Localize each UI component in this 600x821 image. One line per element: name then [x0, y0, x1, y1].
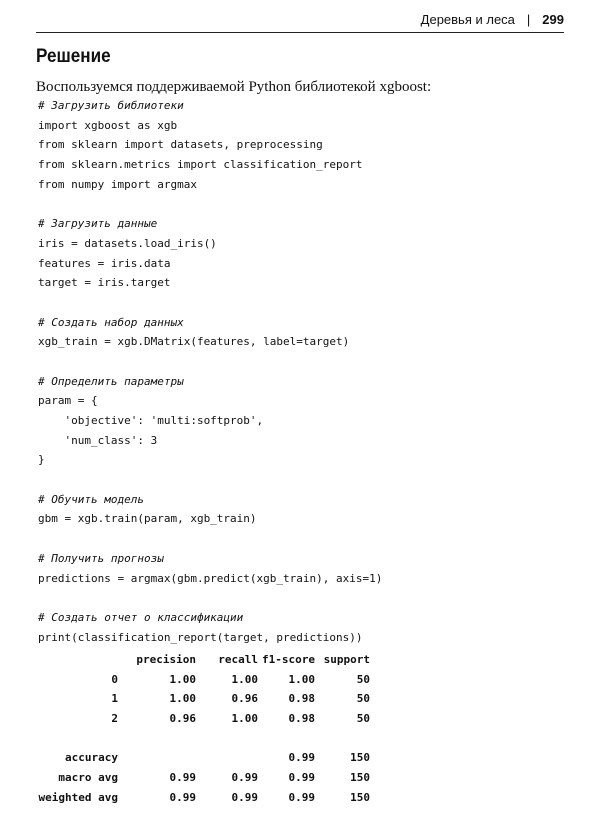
code-line: features = iris.data	[38, 256, 171, 270]
code-line: from sklearn.metrics import classification_report	[38, 158, 363, 172]
code-line: 'objective': 'multi:softprob',	[38, 414, 264, 427]
code-line: 'num_class': 3	[38, 433, 158, 447]
report-cell: 0.99	[288, 771, 315, 785]
report-cell: macro avg	[58, 771, 118, 785]
report-cell: support	[323, 653, 370, 666]
report-header-row	[38, 650, 378, 670]
intro-paragraph: Воспользуемся поддерживаемой Python библиотекой xgboost:	[36, 79, 432, 95]
code-line: predictions = argmax(gbm.predict(xgb_train), axis=1)	[38, 571, 383, 585]
report-cell: 0.99	[288, 790, 315, 804]
report-cell: 0.98	[288, 692, 315, 706]
report-cell: 150	[350, 751, 370, 765]
report-cell: recall	[218, 653, 258, 666]
code-line: gbm = xgb.train(param, xgb_train)	[38, 512, 257, 526]
report-row	[38, 768, 378, 788]
running-header	[36, 12, 564, 32]
report-row	[38, 729, 378, 749]
code-line: iris = datasets.load_iris()	[38, 236, 217, 250]
report-cell: 0.99	[169, 790, 196, 804]
code-comment-line: # Определить параметры	[38, 374, 184, 388]
report-cell: 0.99	[288, 751, 315, 765]
report-cell: 1.00	[288, 672, 315, 686]
report-cell: 1.00	[231, 672, 258, 686]
chapter-title: Деревья и леса	[420, 12, 515, 27]
code-line	[38, 588, 382, 608]
report-cell: 1.00	[231, 712, 258, 726]
report-cell: 0.96	[169, 712, 196, 726]
section-heading: Решение	[36, 46, 111, 67]
report-cell: 0.98	[288, 712, 315, 726]
report-cell: precision	[136, 653, 196, 666]
code-line	[38, 293, 382, 313]
code-listing	[38, 96, 382, 647]
report-row	[38, 748, 378, 768]
header-rule	[36, 32, 564, 33]
report-cell: 0	[111, 672, 118, 686]
report-cell: 2	[111, 712, 118, 726]
code-line: }	[38, 453, 45, 467]
header-separator: |	[526, 12, 531, 27]
report-cell: 0.99	[231, 790, 258, 804]
report-cell: 50	[356, 692, 370, 706]
report-cell: 0.99	[169, 771, 196, 785]
report-cell: 1.00	[169, 672, 196, 686]
report-cell: 150	[350, 790, 370, 804]
report-cell: 50	[356, 672, 370, 686]
report-cell: weighted avg	[38, 790, 118, 804]
code-line: print(classification_report(target, predictions))	[38, 630, 363, 644]
report-cell: f1-score	[262, 653, 315, 666]
code-line: from numpy import argmax	[38, 177, 197, 191]
code-line	[38, 529, 382, 549]
code-line	[38, 352, 382, 372]
code-line	[38, 194, 382, 214]
report-cell: 50	[356, 712, 370, 726]
code-line: xgb_train = xgb.DMatrix(features, label=target)	[38, 335, 350, 349]
code-comment-line: # Создать отчет о классификации	[38, 610, 244, 624]
classification-report	[38, 650, 378, 808]
code-comment-line: # Обучить модель	[38, 492, 144, 506]
report-cell: 0.99	[231, 771, 258, 785]
code-comment-line: # Получить прогнозы	[38, 551, 164, 565]
report-row	[38, 689, 378, 709]
report-cell: 0.96	[231, 692, 258, 706]
report-row	[38, 670, 378, 690]
report-cell: accuracy	[65, 751, 118, 765]
report-row	[38, 788, 378, 808]
code-line	[38, 470, 382, 490]
code-line: from sklearn import datasets, preprocessing	[38, 138, 323, 152]
report-cell: 1.00	[169, 692, 196, 706]
code-comment-line: # Загрузить библиотеки	[38, 99, 184, 112]
code-line: import xgboost as xgb	[38, 118, 178, 132]
code-comment-line: # Загрузить данные	[38, 217, 158, 231]
code-line: target = iris.target	[38, 276, 171, 290]
report-row	[38, 709, 378, 729]
report-cell: 150	[350, 771, 370, 785]
page-number: 299	[542, 12, 564, 27]
code-comment-line: # Создать набор данных	[38, 315, 184, 329]
code-line: param = {	[38, 394, 98, 408]
report-cell: 1	[111, 692, 118, 706]
